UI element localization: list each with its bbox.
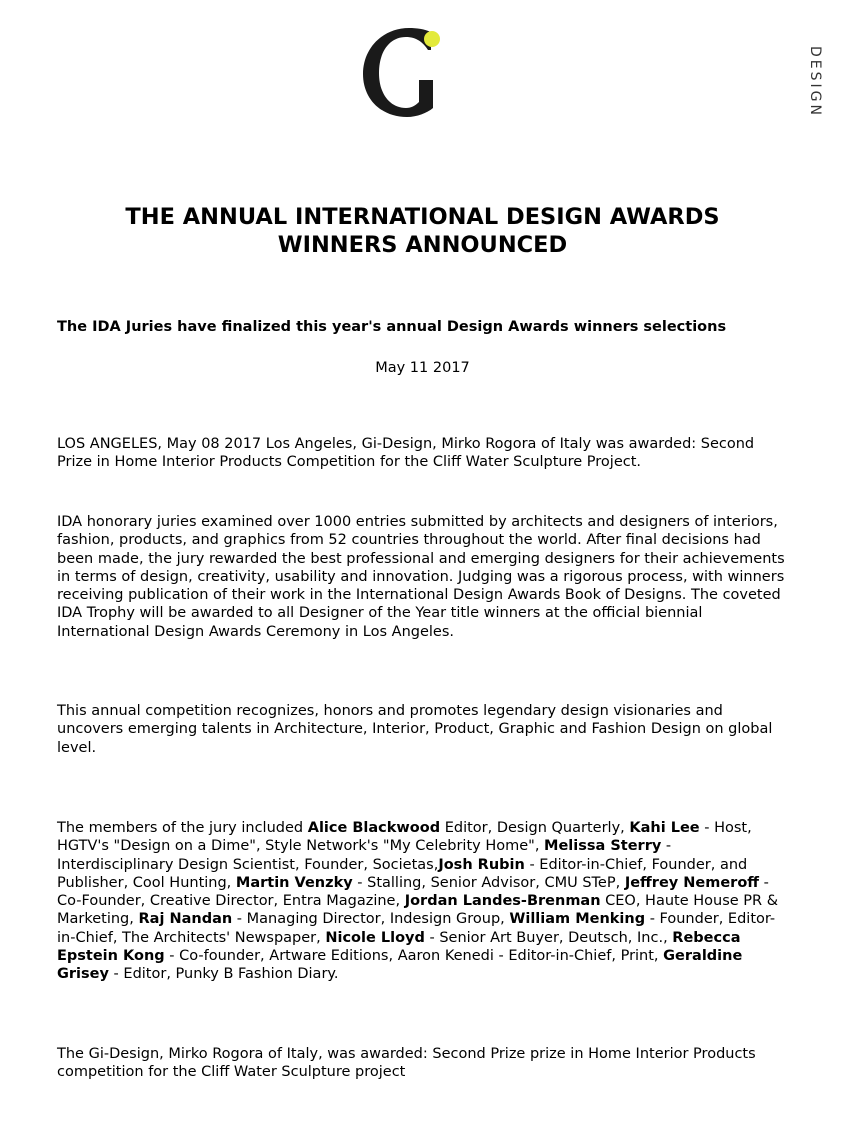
jury-member-name: Martin Venzky <box>235 874 353 891</box>
date: May 11 2017 <box>375 360 470 376</box>
jury-member-name: Rebecca Epstein Kong <box>57 929 741 965</box>
jury-member-role: - Stalling, Senior Advisor, CMU STeP, <box>352 874 625 891</box>
jury-member-role: - Managing Director, Indesign Group, <box>232 911 510 928</box>
jury-member-role: - Editor-in-Chief, Founder, and Publisher, Cool Hunting, <box>57 856 748 891</box>
jury-member-role: - Interdisciplinary Design Scientist, Founder, Societas, <box>57 838 672 873</box>
page-title <box>0 203 845 259</box>
paragraph-competition: This annual competition recognizes, honors and promotes legendary design visionaries and uncovers emerging talents in Architecture, Interior, Product, Graphic and Fashion Design on global level. <box>57 703 773 756</box>
jury-member-name: William Menking <box>509 911 646 928</box>
logo-wordmark: DESIGN <box>807 46 823 118</box>
jury-member-role: - Co-founder, Artware Editions, Aaron Kenedi - Editor-in-Chief, Print, <box>164 948 664 965</box>
jury-member-name: Geraldine Grisey <box>57 948 743 983</box>
jury-member-role: - Host, HGTV's "Design on a Dime", Style Network's "My Celebrity Home", <box>57 820 752 855</box>
jury-member-role: Editor, Design Quarterly, <box>440 820 630 836</box>
jury-member-role: CEO, Haute House PR & Marketing, <box>57 893 779 928</box>
jury-member-role: - Senior Art Buyer, Deutsch, Inc., <box>424 929 673 946</box>
jury-member-name: Josh Rubin <box>438 856 525 873</box>
jury-member-name: Alice Blackwood <box>307 820 441 836</box>
gi-logo-icon <box>357 22 457 122</box>
jury-member-name: Jeffrey Nemeroff <box>624 874 760 891</box>
page-title-line-1: THE ANNUAL INTERNATIONAL DESIGN AWARDS <box>125 204 720 230</box>
jury-member-name: Kahi Lee <box>629 820 700 836</box>
jury-member-role: - Co-Founder, Creative Director, Entra Magazine, <box>57 874 769 910</box>
jury-member-role: - Editor, Punky B Fashion Diary. <box>108 966 339 983</box>
paragraph-jury-process: IDA honorary juries examined over 1000 entries submitted by architects and designers of interiors, fashion, products, and graphics from 52 countries throughout the world. After final decisions had been made, the jury rewarded the best professional and emerging designers for their achievements in terms of design, creativity, usability and innovation. Judging was a rigorous process, with winners receiving publication of their work in the International Design Awards Book of Designs. The coveted IDA Trophy will be awarded to all Designer of the Year title winners at the official biennial International Design Awards Ceremony in Los Angeles. <box>57 514 785 640</box>
jury-member-name: Melissa Sterry <box>544 838 662 855</box>
jury-member-name: Jordan Landes-Brenman <box>404 893 601 910</box>
page-title-line-2: WINNERS ANNOUNCED <box>277 232 568 258</box>
jury-member-name: Nicole Lloyd <box>325 929 425 946</box>
jury-member-name: Raj Nandan <box>138 911 233 928</box>
paragraph-announcement: LOS ANGELES, May 08 2017 Los Angeles, Gi-Design, Mirko Rogora of Italy was awarded: Second Prize in Home Interior Products Competition for the Cliff Water Sculpture Project. <box>57 436 755 471</box>
gi-design-logo <box>357 22 823 122</box>
jury-intro: The members of the jury included <box>57 820 308 836</box>
paragraph-jury-members <box>57 819 785 984</box>
jury-member-role: - Founder, Editor-in-Chief, The Architects' Newspaper, <box>57 911 776 946</box>
paragraph-award-summary: The Gi-Design, Mirko Rogora of Italy, was awarded: Second Prize prize in Home Interior Products competition for the Cliff Water Sculpture project <box>57 1046 756 1081</box>
subtitle: The IDA Juries have finalized this year's annual Design Awards winners selections <box>57 319 727 335</box>
